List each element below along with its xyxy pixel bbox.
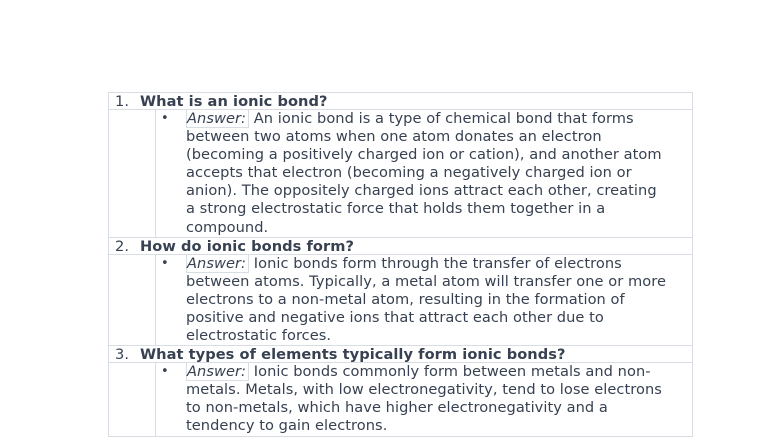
answer-block-3 — [108, 363, 693, 436]
answer-block-2 — [108, 255, 693, 345]
answer-line: (becoming a positively charged ion or cation), and another atom — [186, 146, 662, 164]
answer-list-item — [155, 255, 692, 345]
question-row-2 — [108, 237, 693, 255]
answer-line: compound. — [186, 218, 269, 236]
bullet-icon: • — [161, 364, 169, 380]
question-row-1 — [108, 92, 693, 110]
answer-text: Ionic bonds commonly form between metals and non- — [253, 363, 651, 381]
answer-line — [186, 363, 690, 381]
answer-line: accepts that electron (becoming a negatively charged ion or — [186, 164, 632, 182]
answer-line: electrostatic forces. — [186, 327, 332, 345]
answer-line: to non-metals, which have higher electronegativity and a — [186, 399, 608, 417]
answer-list-item — [155, 110, 692, 237]
question-number: 2. — [115, 237, 130, 255]
answer-line: metals. Metals, with low electronegativity, tend to lose electrons — [186, 381, 662, 399]
answer-line: anion). The oppositely charged ions attract each other, creating — [186, 182, 657, 200]
answer-text: An ionic bond is a type of chemical bond that forms — [253, 110, 634, 127]
answer-line: between two atoms when one atom donates an electron — [186, 128, 602, 146]
question-row-3 — [108, 345, 693, 363]
question-text: How do ionic bonds form? — [140, 237, 355, 255]
question-number: 3. — [115, 346, 130, 364]
qa-document — [108, 92, 693, 437]
answer-label: Answer: — [186, 109, 249, 128]
answer-line: between atoms. Typically, a metal atom will transfer one or more — [186, 272, 666, 290]
answer-line: tendency to gain electrons. — [186, 417, 388, 435]
question-text: What types of elements typically form ionic bonds? — [140, 346, 566, 364]
answer-label: Answer: — [186, 362, 249, 381]
answer-line — [186, 255, 690, 273]
answer-text: Ionic bonds form through the transfer of electrons — [253, 254, 622, 272]
answer-line: positive and negative ions that attract each other due to — [186, 308, 604, 326]
question-text: What is an ionic bond? — [140, 93, 328, 110]
answer-line — [186, 110, 690, 128]
answer-list-item — [155, 363, 692, 435]
answer-line: electrons to a non-metal atom, resulting in the formation of — [186, 290, 625, 308]
question-number: 1. — [115, 93, 130, 110]
answer-block-1 — [108, 110, 693, 237]
answer-label: Answer: — [186, 254, 249, 273]
bullet-icon: • — [161, 255, 169, 271]
bullet-icon: • — [161, 111, 169, 126]
answer-line: a strong electrostatic force that holds them together in a — [186, 200, 606, 218]
